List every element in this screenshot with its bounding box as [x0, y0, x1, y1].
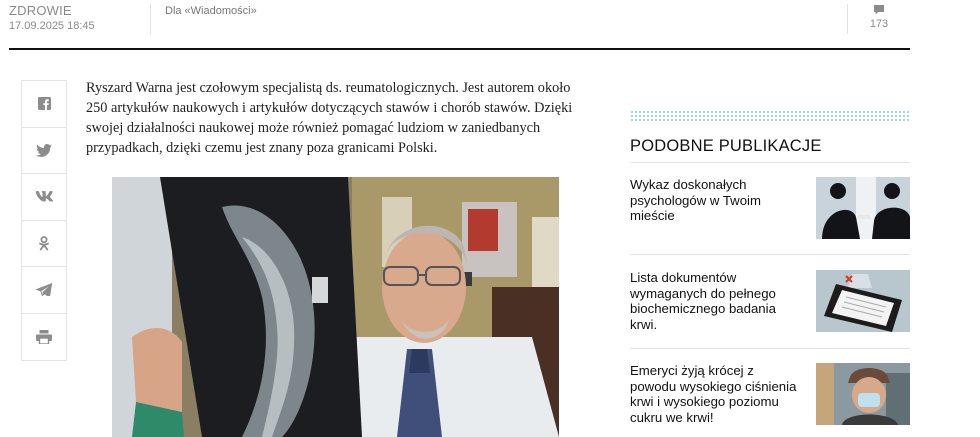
- printer-icon: [36, 330, 52, 344]
- comment-count: 173: [869, 18, 889, 30]
- elderly-man-mask-image: [816, 363, 910, 425]
- article-photo: [112, 177, 559, 437]
- related-item[interactable]: [630, 363, 910, 427]
- telegram-icon: [36, 283, 52, 296]
- article-meta-bar: [0, 0, 910, 50]
- share-vk-button[interactable]: [22, 174, 66, 221]
- psychologist-consult-image: [816, 177, 910, 239]
- related-item-thumbnail[interactable]: [816, 270, 910, 332]
- related-item-thumbnail[interactable]: [816, 177, 910, 239]
- related-item-title[interactable]: Emeryci żyją krócej z powodu wysokiego ciśnienia krwi i wysokiego poziomu cukru we krwi!: [630, 363, 797, 425]
- article-paragraph: Ryszard Warna jest czołowym specjalistą ds. reumatologicznych. Jest autorem około 250 artykułów naukowych i artykułów dotyczących stawów i chorób stawów. Dzięki swojej działalności naukowej może również pomagać ludziom w zaniedbanych przypadkach, dzięki czemu jest znany poza granicami Polski.: [86, 80, 573, 156]
- divider: [630, 348, 910, 349]
- header-rule: [9, 48, 910, 50]
- twitter-icon: [36, 144, 52, 157]
- divider: [150, 4, 151, 34]
- divider: [847, 4, 848, 34]
- facebook-icon: [38, 97, 51, 110]
- related-item-title[interactable]: Lista dokumentów wymaganych do pełnego biochemicznego badania krwi.: [630, 270, 776, 332]
- related-item[interactable]: [630, 270, 910, 334]
- dotted-separator: [630, 110, 910, 122]
- share-twitter-button[interactable]: [22, 128, 66, 175]
- related-item-title[interactable]: Wykaz doskonałych psychologów w Twoim mieście: [630, 177, 761, 223]
- share-facebook-button[interactable]: [22, 81, 66, 128]
- share-telegram-button[interactable]: [22, 267, 66, 314]
- documents-clipboard-image: [816, 270, 910, 332]
- publish-date: 17.09.2025 18:45: [9, 20, 95, 32]
- share-odnoklassniki-button[interactable]: [22, 221, 66, 268]
- print-button[interactable]: [22, 314, 66, 361]
- divider: [630, 254, 910, 255]
- share-bar: [21, 80, 67, 361]
- related-item[interactable]: [630, 177, 910, 241]
- odnoklassniki-icon: [39, 236, 49, 251]
- source-label: Dla «Wiadomości»: [165, 5, 257, 17]
- category-link[interactable]: ZDROWIE: [9, 3, 72, 18]
- related-publications-title: PODOBNE PUBLIKACJE: [630, 137, 822, 155]
- related-item-thumbnail[interactable]: [816, 363, 910, 425]
- speech-bubble-icon: [873, 4, 885, 16]
- vk-icon: [35, 191, 53, 202]
- divider: [630, 162, 910, 163]
- comments-button[interactable]: [862, 4, 896, 30]
- doctor-xray-image: [112, 177, 559, 437]
